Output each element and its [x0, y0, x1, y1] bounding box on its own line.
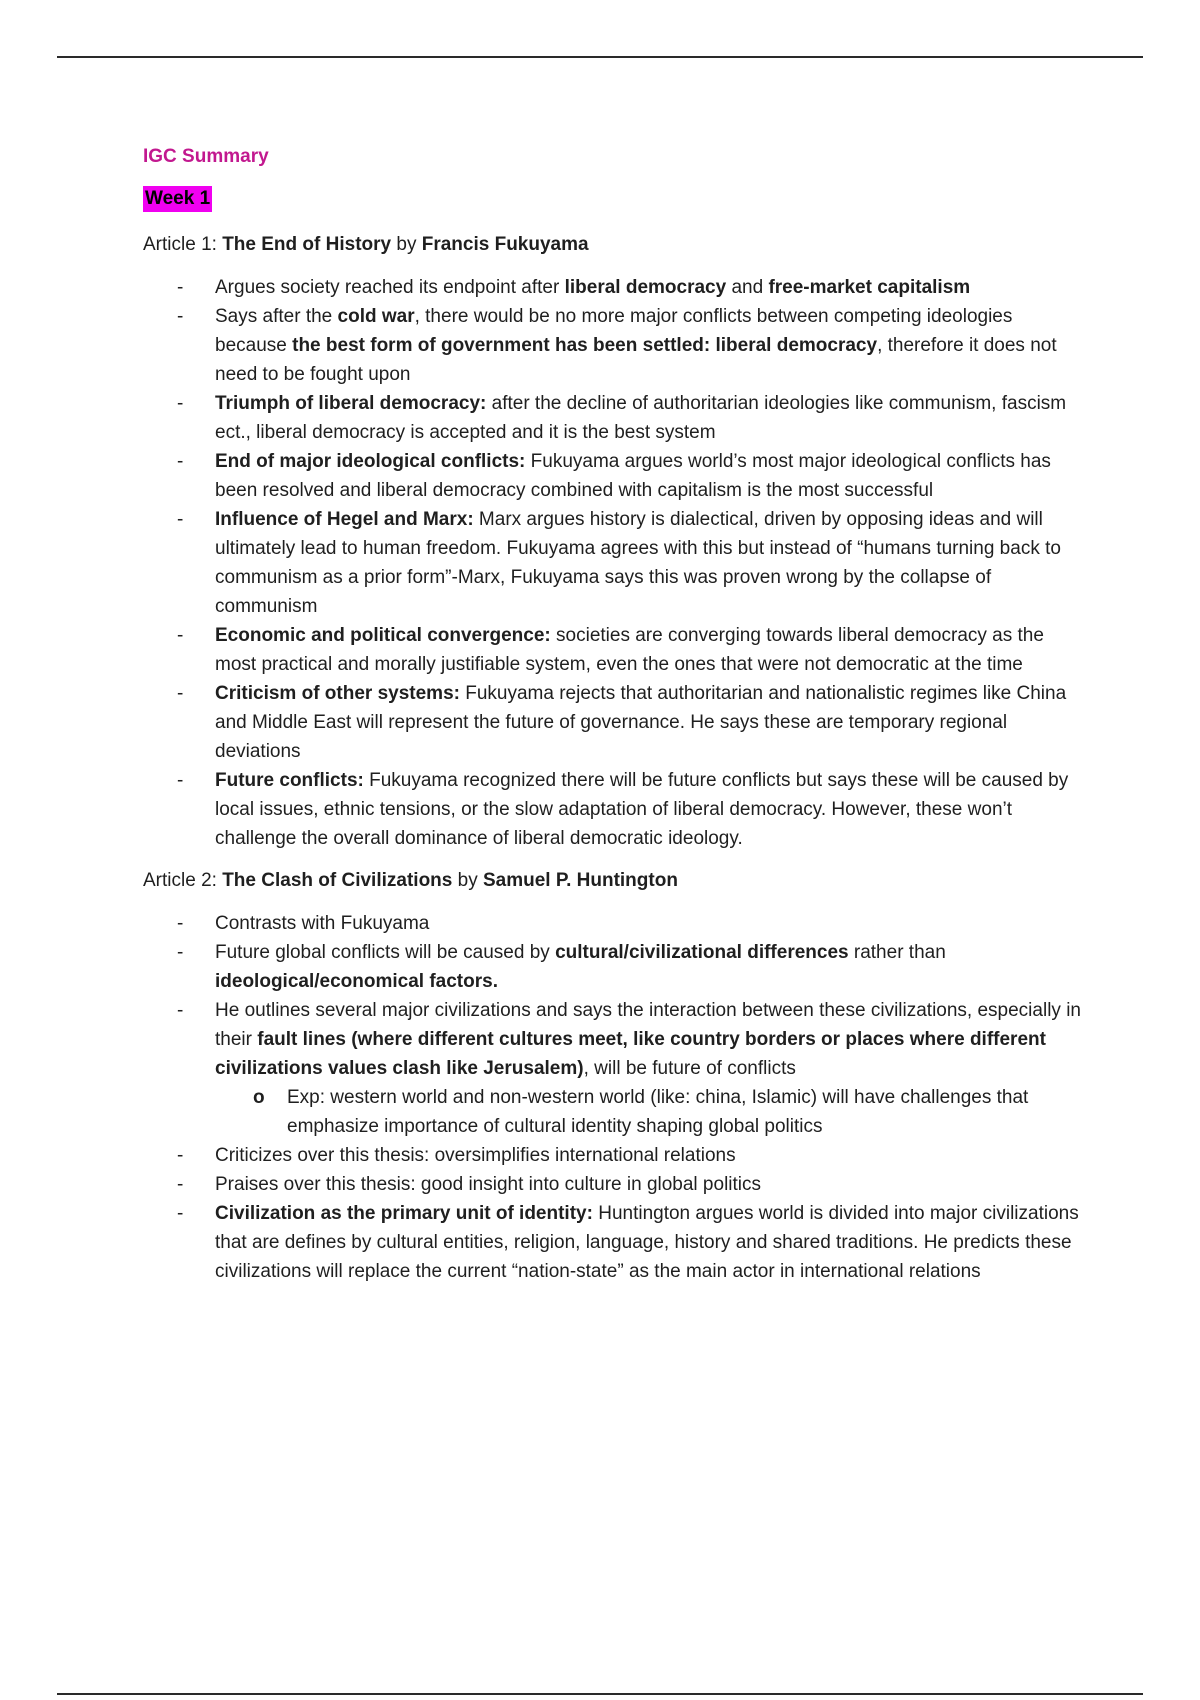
dash-marker: -	[177, 306, 184, 327]
document-body	[143, 142, 1083, 1286]
list-item: - Triumph of liberal democracy: after the decline of authoritarian ideologies like communism, fascism ect., liberal democracy is accepted and it is the best system	[143, 389, 1083, 447]
article-1-bullets	[143, 273, 1083, 853]
article-2-bullets	[143, 909, 1083, 1286]
header-rule	[57, 56, 1143, 58]
article-2-heading	[143, 867, 1083, 895]
dash-marker: -	[177, 942, 184, 963]
article-1-author: Francis Fukuyama	[421, 234, 589, 255]
list-item: - Contrasts with Fukuyama	[143, 909, 1083, 938]
week-heading: Week 1	[143, 186, 212, 212]
article-1-prefix: Article 1:	[143, 234, 223, 255]
article-2-author: Samuel P. Huntington	[482, 870, 678, 891]
article-2-title: The Clash of Civilizations	[222, 870, 453, 891]
list-item: - End of major ideological conflicts: Fukuyama argues world’s most major ideological conflicts has been resolved and liberal democracy combined with capitalism is the most successful	[143, 447, 1083, 505]
dash-marker: -	[177, 509, 184, 530]
dash-marker: -	[177, 1145, 184, 1166]
document-title: IGC Summary	[143, 146, 269, 167]
list-item: - Criticism of other systems: Fukuyama rejects that authoritarian and nationalistic regimes like China and Middle East will represent the future of governance. He says these are temporary regional deviations	[143, 679, 1083, 766]
list-item: - Future global conflicts will be caused by cultural/civilizational differences rather than ideological/economical factors.	[143, 938, 1083, 996]
list-item: - Future conflicts: Fukuyama recognized there will be future conflicts but says these will be caused by local issues, ethnic tensions, or the slow adaptation of liberal democracy. However, these won’t challenge the overall dominance of liberal democratic ideology.	[143, 766, 1083, 853]
list-item: - Economic and political convergence: societies are converging towards liberal democracy as the most practical and morally justifiable system, even the ones that were not democratic at the time	[143, 621, 1083, 679]
article-1-by: by	[391, 234, 422, 255]
dash-marker: -	[177, 1000, 184, 1021]
list-item: - He outlines several major civilizations and says the interaction between these civilizations, especially in their fault lines (where different cultures meet, like country borders or places where different civilizations values clash like Jerusalem), will be future of conflicts o Exp: western world and non-western world (like: china, Islamic) will have challenges that emphasize importance of cultural identity shaping global politics	[143, 996, 1083, 1141]
dash-marker: -	[177, 1174, 184, 1195]
dash-marker: -	[177, 277, 184, 298]
list-item: - Influence of Hegel and Marx: Marx argues history is dialectical, driven by opposing ideas and will ultimately lead to human freedom. Fukuyama agrees with this but instead of “humans turning back to communism as a prior form”-Marx, Fukuyama says this was proven wrong by the collapse of communism	[143, 505, 1083, 621]
dash-marker: -	[177, 770, 184, 791]
week-heading-line	[143, 186, 1083, 214]
article-2-by: by	[452, 870, 483, 891]
circle-marker: o	[253, 1087, 265, 1108]
sub-bullets	[215, 1083, 1083, 1141]
dash-marker: -	[177, 1203, 184, 1224]
dash-marker: -	[177, 625, 184, 646]
article-1-title: The End of History	[222, 234, 392, 255]
list-item: - Says after the cold war, there would be no more major conflicts between competing ideologies because the best form of government has been settled: liberal democracy, therefore it does not need to be fought upon	[143, 302, 1083, 389]
article-1-heading	[143, 231, 1083, 259]
sub-list-item: o Exp: western world and non-western world (like: china, Islamic) will have challenges that emphasize importance of cultural identity shaping global politics	[143, 1083, 1083, 1141]
dash-marker: -	[177, 451, 184, 472]
article-2-prefix: Article 2:	[143, 870, 223, 891]
dash-marker: -	[177, 393, 184, 414]
list-item: - Argues society reached its endpoint after liberal democracy and free-market capitalism	[143, 273, 1083, 302]
dash-marker: -	[177, 913, 184, 934]
list-item: - Praises over this thesis: good insight into culture in global politics	[143, 1170, 1083, 1199]
footer-rule	[57, 1693, 1143, 1695]
dash-marker: -	[177, 683, 184, 704]
list-item: - Criticizes over this thesis: oversimplifies international relations	[143, 1141, 1083, 1170]
list-item: - Civilization as the primary unit of identity: Huntington argues world is divided into major civilizations that are defines by cultural entities, religion, language, history and shared traditions. He predicts these civilizations will replace the current “nation-state” as the main actor in international relations	[143, 1199, 1083, 1286]
